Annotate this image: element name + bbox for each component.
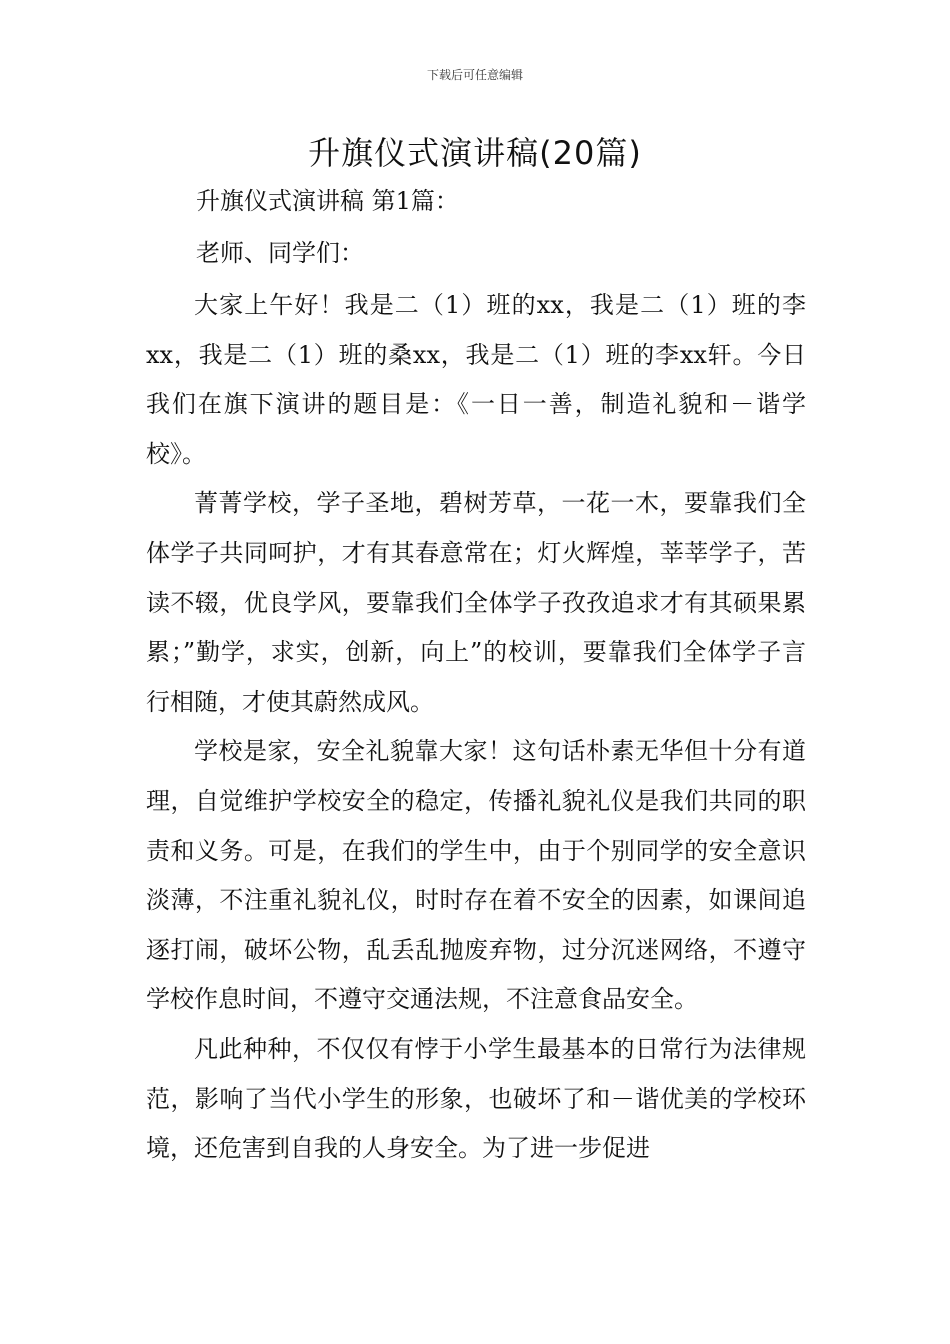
section-subtitle: 升旗仪式演讲稿 第1篇： [196,187,459,215]
document-title: 升旗仪式演讲稿(20篇) [308,134,642,172]
document-body [146,177,806,1174]
header-note: 下载后可任意编辑 [426,68,523,82]
paragraph-3: 学校是家，安全礼貌靠大家！这句话朴素无华但十分有道理，自觉维护学校安全的稳定，传播礼貌礼仪是我们共同的职责和义务。可是，在我们的学生中，由于个别同学的安全意识淡薄，不注重礼貌礼仪，时时存在着不安全的因素，如课间追逐打闹，破坏公物，乱丢乱抛废弃物，过分沉迷网络，不遵守学校作息时间，不遵守交通法规，不注意食品安全。 [146,737,806,1014]
paragraph-2: 菁菁学校，学子圣地，碧树芳草，一花一木，要靠我们全体学子共同呵护，才有其春意常在；灯火辉煌，莘莘学子，苦读不辍，优良学风，要靠我们全体学子孜孜追求才有其硕果累累；”勤学，求实，创新，向上”的校训，要靠我们全体学子言行相随，才使其蔚然成风。 [146,489,806,716]
paragraph-4: 凡此种种，不仅仅有悖于小学生最基本的日常行为法律规范，影响了当代小学生的形象，也破坏了和－谐优美的学校环境，还危害到自我的人身安全。为了进一步促进 [146,1034,806,1163]
paragraph-1: 大家上午好！我是二（1）班的xx，我是二（1）班的李xx，我是二（1）班的桑xx，我是二（1）班的李xx轩。今日我们在旗下演讲的题目是：《一日一善，制造礼貌和－谐学校》。 [146,291,806,468]
salutation: 老师、同学们： [196,239,364,267]
